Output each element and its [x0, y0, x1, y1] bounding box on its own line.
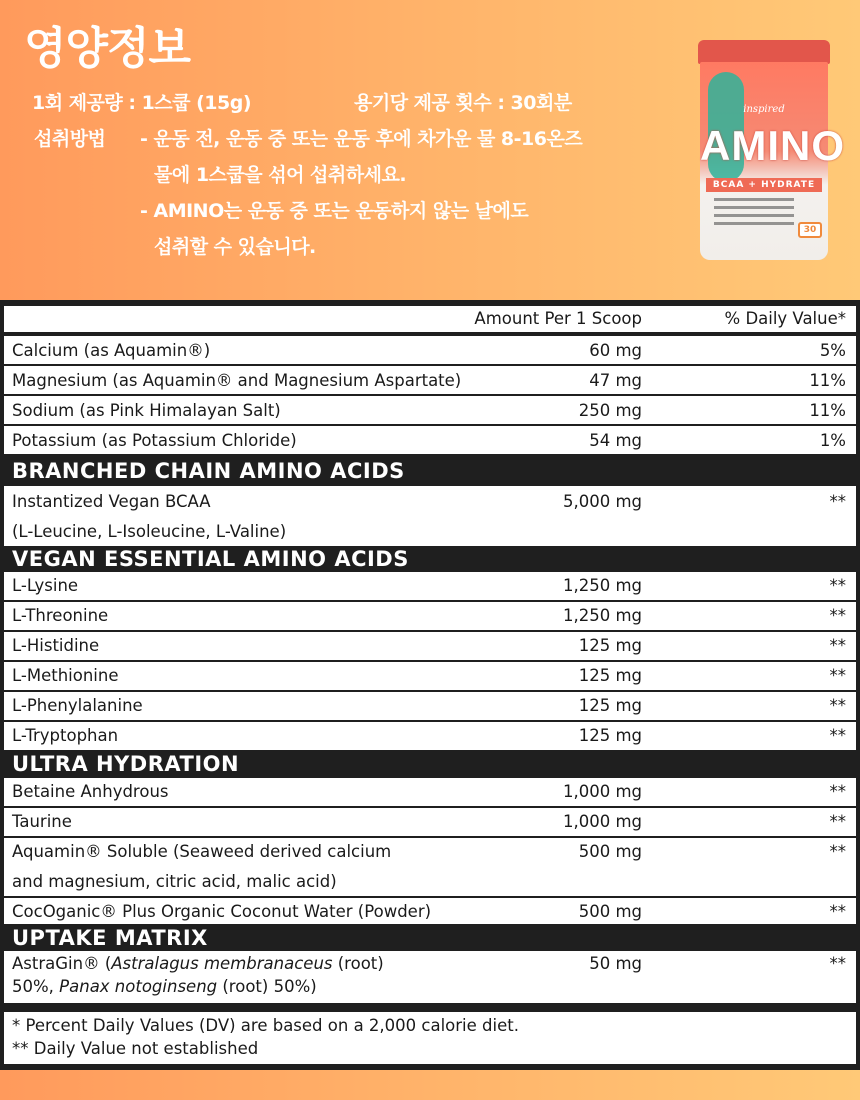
nutrient-name: Calcium (as Aquamin®) — [12, 341, 211, 360]
nutrient-name: L-Histidine — [12, 636, 100, 655]
nutrient-dv: 11% — [809, 371, 846, 390]
product-name: AMINO — [700, 122, 845, 169]
nutrient-amount: 1,000 mg — [562, 812, 642, 831]
method-line-2: 물에 1스쿱을 섞어 섭취하세요. — [154, 164, 407, 186]
nutrient-name: L-Phenylalanine — [12, 696, 143, 715]
nutrient-amount: 60 mg — [589, 341, 642, 360]
nutrient-dv: 1% — [819, 431, 846, 450]
page-title: 영양정보 — [24, 23, 191, 74]
footer-band — [0, 1070, 860, 1100]
table-row — [4, 602, 856, 630]
product-feature-lines — [714, 198, 794, 230]
nutrient-name — [12, 954, 384, 973]
product-servings-badge: 30 — [798, 222, 822, 238]
table-row — [4, 778, 856, 806]
table-row — [4, 662, 856, 690]
nutrient-dv: ** — [829, 636, 846, 655]
header-banner — [0, 0, 860, 270]
nutrient-name: L-Threonine — [12, 606, 109, 625]
method-line-4: 섭취할 수 있습니다. — [154, 236, 316, 258]
table-row — [4, 808, 856, 836]
nutrient-amount: 5,000 mg — [562, 492, 642, 511]
nutrient-amount: 250 mg — [578, 401, 642, 420]
table-row — [4, 366, 856, 394]
nutrient-dv: ** — [829, 492, 846, 511]
method-line-3: - AMINO는 운동 중 또는 운동하지 않는 날에도 — [140, 200, 529, 222]
astragin-text: AstraGin® ( — [12, 954, 112, 973]
nutrient-amount: 500 mg — [578, 842, 642, 861]
table-row — [4, 426, 856, 454]
product-subtitle: BCAA + HYDRATE — [706, 178, 822, 192]
footnote-dv: * Percent Daily Values (DV) are based on a 2,000 calorie diet. — [12, 1016, 519, 1035]
nutrient-amount: 50 mg — [589, 954, 642, 973]
nutrient-amount: 47 mg — [589, 371, 642, 390]
supplement-facts-panel — [0, 300, 860, 1070]
section-title-eaa: VEGAN ESSENTIAL AMINO ACIDS — [12, 547, 409, 571]
nutrient-dv: ** — [829, 666, 846, 685]
nutrient-name: CocOganic® Plus Organic Coconut Water (Powder) — [12, 902, 432, 921]
nutrient-amount: 125 mg — [578, 636, 642, 655]
nutrient-amount: 125 mg — [578, 726, 642, 745]
table-row — [4, 396, 856, 424]
table-row — [4, 838, 856, 896]
nutrient-name: Instantized Vegan BCAA — [12, 492, 211, 511]
nutrient-name: Potassium (as Potassium Chloride) — [12, 431, 297, 450]
footnotes — [4, 1012, 856, 1064]
table-row — [4, 898, 856, 924]
nutrient-dv: ** — [829, 576, 846, 595]
nutrient-name: L-Lysine — [12, 576, 79, 595]
nutrient-dv: ** — [829, 606, 846, 625]
astragin-species: Panax notoginseng — [59, 977, 218, 996]
table-row — [4, 572, 856, 600]
astragin-text: (root) — [332, 954, 384, 973]
footnote-not-established: ** Daily Value not established — [12, 1039, 259, 1058]
nutrient-amount: 500 mg — [578, 902, 642, 921]
nutrient-name: Magnesium (as Aquamin® and Magnesium Aspartate) — [12, 371, 462, 390]
column-header-row — [4, 306, 856, 332]
nutrient-dv: ** — [829, 812, 846, 831]
nutrient-dv: 5% — [819, 341, 846, 360]
product-brand: inspired — [743, 104, 785, 115]
nutrient-dv: ** — [829, 902, 846, 921]
nutrient-dv: ** — [829, 842, 846, 861]
nutrient-name: Betaine Anhydrous — [12, 782, 169, 801]
col-amount-header: Amount Per 1 Scoop — [474, 309, 642, 328]
astragin-text: (root) 50%) — [217, 977, 317, 996]
nutrient-name-detail: (L-Leucine, L-Isoleucine, L-Valine) — [12, 522, 287, 541]
section-title-hydration: ULTRA HYDRATION — [12, 752, 240, 776]
nutrient-name: Taurine — [12, 812, 72, 831]
product-body — [700, 62, 845, 260]
astragin-species: Astralagus membranaceus — [111, 954, 333, 973]
section-title-uptake: UPTAKE MATRIX — [12, 926, 208, 950]
table-row — [4, 951, 856, 1003]
col-dv-header: % Daily Value* — [724, 309, 846, 328]
serving-size: 1회 제공량 : 1스쿱 (15g) — [32, 92, 252, 114]
servings-per-container: 용기당 제공 횟수 : 30회분 — [354, 92, 572, 114]
table-row — [4, 692, 856, 720]
table-row — [4, 336, 856, 364]
nutrient-dv: ** — [829, 726, 846, 745]
nutrient-dv: ** — [829, 696, 846, 715]
section-title-bcaa: BRANCHED CHAIN AMINO ACIDS — [12, 459, 405, 483]
method-line-1: - 운동 전, 운동 중 또는 운동 후에 차가운 물 8-16온즈 — [140, 128, 583, 150]
nutrient-amount: 125 mg — [578, 696, 642, 715]
nutrient-name-detail — [12, 977, 317, 996]
method-label: 섭취방법 — [34, 128, 106, 150]
nutrient-dv: ** — [829, 954, 846, 973]
nutrient-amount: 125 mg — [578, 666, 642, 685]
nutrient-name-detail: and magnesium, citric acid, malic acid) — [12, 872, 337, 891]
nutrient-amount: 54 mg — [589, 431, 642, 450]
nutrient-name: Aquamin® Soluble (Seaweed derived calcium — [12, 842, 392, 861]
nutrient-amount: 1,250 mg — [562, 606, 642, 625]
table-row — [4, 486, 856, 546]
nutrient-dv: ** — [829, 782, 846, 801]
nutrient-name: Sodium (as Pink Himalayan Salt) — [12, 401, 281, 420]
product-lid — [698, 40, 830, 64]
nutrient-dv: 11% — [809, 401, 846, 420]
table-row — [4, 632, 856, 660]
nutrient-amount: 1,000 mg — [562, 782, 642, 801]
product-image — [698, 40, 845, 262]
nutrient-name: L-Tryptophan — [12, 726, 119, 745]
nutrient-amount: 1,250 mg — [562, 576, 642, 595]
nutrient-name: L-Methionine — [12, 666, 119, 685]
table-row — [4, 722, 856, 750]
astragin-text: 50%, — [12, 977, 60, 996]
